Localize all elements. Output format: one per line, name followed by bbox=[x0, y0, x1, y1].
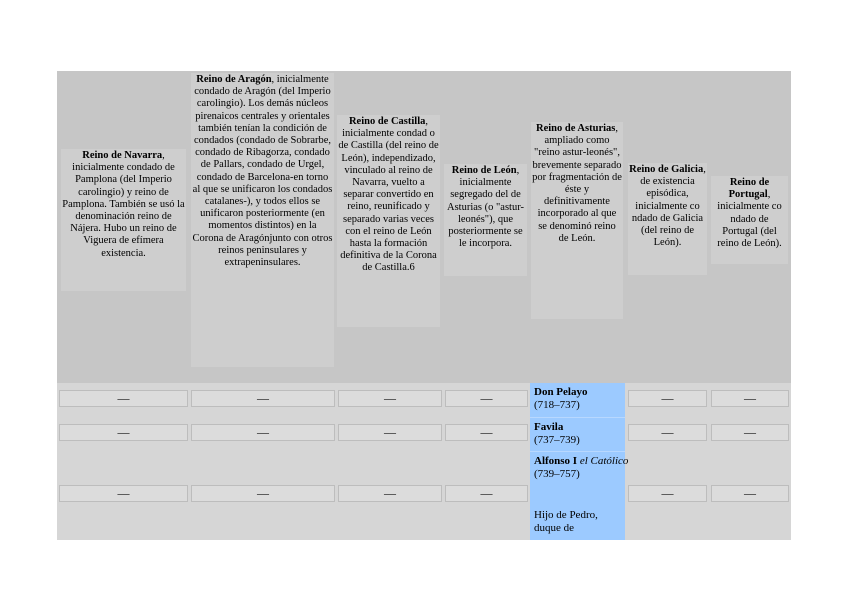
header-navarra-title: Reino de Navarra bbox=[82, 150, 163, 161]
header-castilla bbox=[337, 115, 440, 327]
king-note-text: Hijo de Pedro, duque de bbox=[534, 509, 598, 534]
king-epithet: el Católico bbox=[579, 455, 629, 467]
header-galicia bbox=[628, 163, 707, 275]
cell-aragon-row2: — bbox=[191, 424, 335, 441]
header-aragon-title: Reino de Aragón bbox=[196, 74, 272, 85]
header-navarra bbox=[61, 149, 186, 291]
king-name: Favila bbox=[534, 421, 564, 433]
king-years: (739–757) bbox=[534, 468, 580, 480]
cell-castilla-row2: — bbox=[338, 424, 442, 441]
cell-navarra-row3: — bbox=[59, 485, 188, 502]
cell-castilla-row1: — bbox=[338, 390, 442, 407]
header-portugal-title: Reino de Portugal bbox=[728, 177, 770, 201]
header-leon-text: , inicialmente segregado del de Asturias (o "astur-leonés"), que posteriormente se le incorpora. bbox=[447, 165, 524, 250]
king-favila bbox=[534, 421, 580, 447]
cell-leon-row3: — bbox=[445, 485, 528, 502]
header-asturias bbox=[531, 122, 623, 319]
header-aragon-text: , inicialmente condado de Aragón (del Imperio carolingio). Los demás núcleos pirenaicos centrales y orientales también tenían la condición de condados (condado de Sobrarbe, condado de Ribagorza, condado de Pallars, condado de Urgel, condado de Barcelona-en torno al que se unificaron los condados catalanes-), y todos ellos se unificaron posteriormente (en momentos distintos) en la Corona de Aragónjunto con otros reinos peninsulares y extrapeninsulares. bbox=[192, 74, 333, 269]
header-castilla-text: , inicialmente condad o de Castilla (del reino de León), independizado, vinculado al reino de Navarra, vuelto a separar convertido en reino, reunificado y separado varias veces con el reino de León hasta la formación definitiva de la Corona de Castilla.6 bbox=[338, 116, 439, 274]
table-header-row bbox=[57, 71, 791, 383]
header-leon bbox=[444, 164, 527, 276]
header-galicia-text: , de existencia episódica, inicialmente co ndado de Galicia (del reino de León). bbox=[631, 164, 706, 249]
cell-galicia-row1: — bbox=[628, 390, 707, 407]
cell-navarra-row1: — bbox=[59, 390, 188, 407]
cell-leon-row1: — bbox=[445, 390, 528, 407]
king-note bbox=[534, 509, 624, 535]
cell-galicia-row2: — bbox=[628, 424, 707, 441]
king-years: (737–739) bbox=[534, 434, 580, 446]
king-name: Don Pelayo bbox=[534, 386, 588, 398]
row-separator bbox=[530, 451, 625, 452]
cell-leon-row2: — bbox=[445, 424, 528, 441]
cell-navarra-row2: — bbox=[59, 424, 188, 441]
king-don-pelayo bbox=[534, 386, 587, 412]
cell-aragon-row1: — bbox=[191, 390, 335, 407]
header-portugal-text: , inicialmente co ndado de Portugal (del reino de León). bbox=[717, 189, 782, 250]
cell-aragon-row3: — bbox=[191, 485, 335, 502]
header-aragon bbox=[191, 73, 334, 367]
row-separator bbox=[530, 417, 625, 418]
header-asturias-text: , ampliado como "reino astur-leonés", brevemente separado por fragmentación de éste y definitivamente incorporado al que se denominó reino de León. bbox=[532, 123, 622, 244]
header-portugal bbox=[711, 176, 788, 264]
king-years: (718–737) bbox=[534, 399, 580, 411]
king-alfonso-i bbox=[534, 455, 628, 481]
king-name: Alfonso I bbox=[534, 455, 578, 467]
cell-portugal-row3: — bbox=[711, 485, 789, 502]
header-asturias-title: Reino de Asturias bbox=[536, 123, 616, 134]
header-leon-title: Reino de León bbox=[451, 165, 517, 176]
header-castilla-title: Reino de Castilla bbox=[348, 116, 426, 127]
cell-castilla-row3: — bbox=[338, 485, 442, 502]
kingdoms-table bbox=[57, 71, 791, 540]
cell-galicia-row3: — bbox=[628, 485, 707, 502]
header-galicia-title: Reino de Galicia bbox=[629, 164, 704, 175]
header-navarra-text: , inicialmente condado de Pamplona (del Imperio carolingio) y reino de Pamplona. También se usó la denominación reino de Nájera. Hubo un reino de Viguera de efímera existencia. bbox=[62, 150, 185, 259]
cell-portugal-row2: — bbox=[711, 424, 789, 441]
cell-portugal-row1: — bbox=[711, 390, 789, 407]
